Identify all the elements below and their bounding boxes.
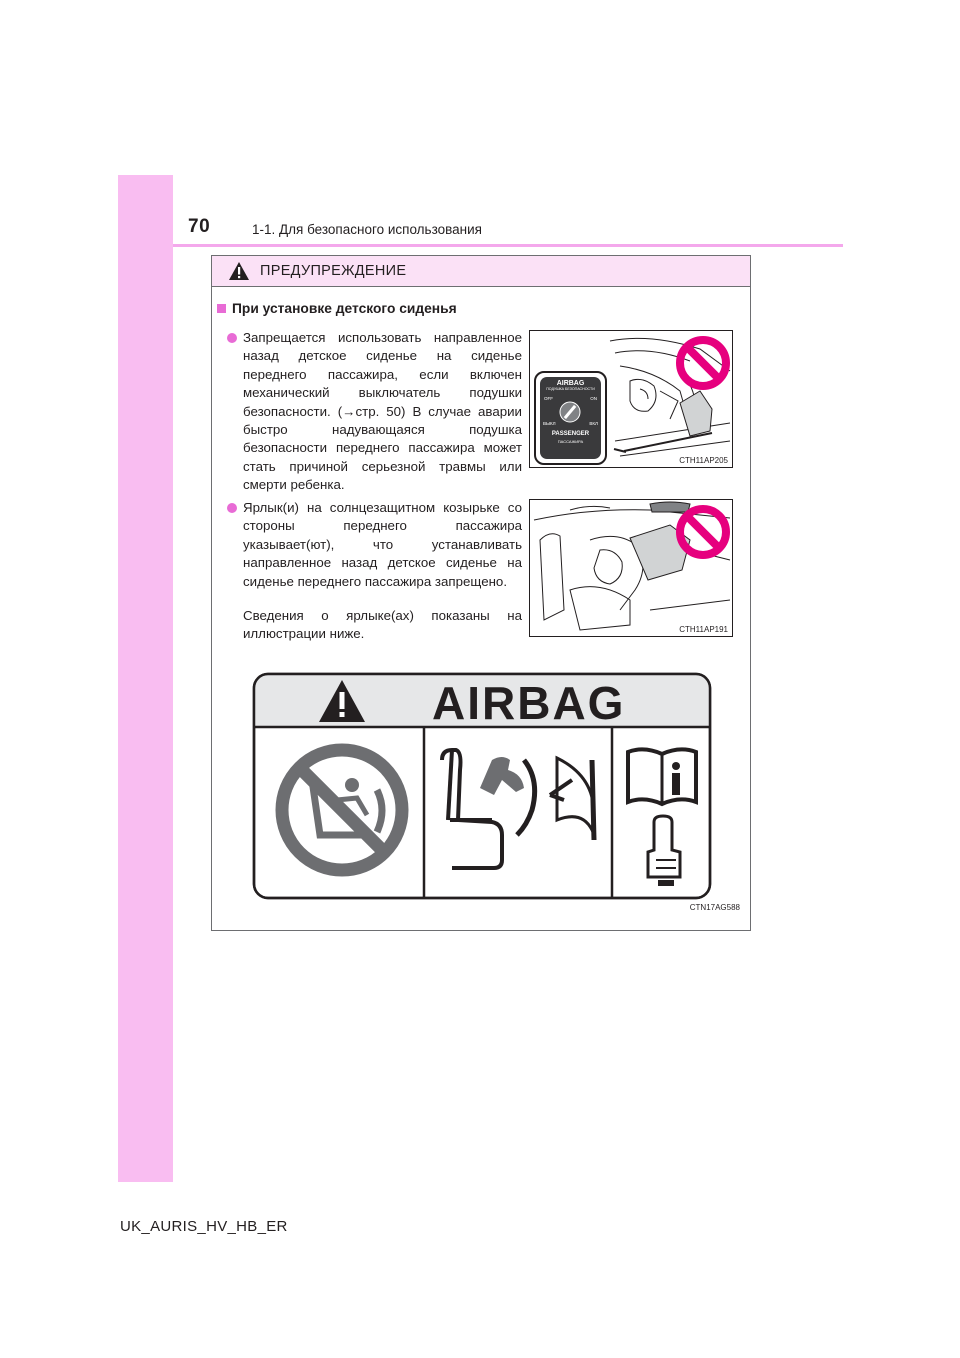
switch-on-label: ON — [590, 396, 597, 401]
prohibition-icon — [675, 335, 731, 391]
list-item — [227, 329, 522, 495]
switch-passenger-label: PASSENGER — [551, 431, 590, 437]
bullet-icon — [227, 503, 237, 513]
warning-header — [212, 256, 750, 287]
switch-off-label: OFF — [544, 396, 553, 401]
section-title: 1-1. Для безопасного использования — [252, 222, 482, 237]
list-item-text: Ярлык(и) на солнцезащитном козырьке со стороны переднего пассажира указывает(ют), что устанавливать направленное назад детское сиденье на сиденье переднего пассажира запрещено. — [243, 500, 522, 589]
airbag-deploy-icon — [432, 740, 604, 880]
side-band — [118, 175, 173, 1182]
switch-callout — [534, 371, 607, 465]
subheading-text: При установке детского сиденья — [232, 301, 457, 316]
warning-triangle-icon — [228, 261, 250, 281]
square-bullet-icon — [217, 304, 226, 313]
warning-box — [211, 255, 751, 931]
switch-panel — [540, 377, 601, 459]
switch-on-ru-label: ВКЛ — [589, 421, 598, 426]
prohibition-icon — [675, 504, 731, 560]
header-rule — [173, 244, 843, 247]
no-child-seat-icon — [272, 740, 412, 880]
switch-passenger-ru-label: ПАССАЖИРА — [557, 439, 584, 444]
figure-code: CTH11AP205 — [679, 456, 728, 465]
figure-code: CTN17AG588 — [689, 903, 740, 912]
warning-triangle-icon — [318, 679, 366, 723]
figure-airbag-switch — [529, 330, 733, 468]
switch-panel-subtitle: ПОДУШКА БЕЗОПАСНОСТИ — [546, 387, 595, 391]
subheading — [217, 301, 457, 316]
bullet-icon — [227, 333, 237, 343]
figure-code: CTH11AP191 — [679, 625, 728, 634]
manual-book-icon — [622, 742, 702, 892]
page-number: 70 — [188, 216, 211, 237]
switch-off-ru-label: ВЫКЛ — [543, 421, 556, 426]
note-text: Сведения о ярлыке(ах) показаны на иллюстрации ниже. — [243, 608, 522, 642]
list-item — [227, 499, 522, 591]
airbag-label-word: AIRBAG — [432, 677, 626, 729]
footer-code: UK_AURIS_HV_HB_ER — [120, 1218, 288, 1235]
airbag-warning-label — [252, 672, 712, 900]
warning-title: ПРЕДУПРЕЖДЕНИЕ — [260, 263, 407, 279]
figure-sun-visor — [529, 499, 733, 637]
key-switch-icon — [559, 401, 581, 423]
switch-panel-title: AIRBAG — [556, 380, 585, 387]
list-item-text: Запрещается использовать направленное назад детское сиденье на сиденье переднего пассажира, если включен механический выключатель подушки безопасности. (→стр. 50) В случае аварии быстро надувающаяся подушка безопасности переднего пассажира может стать причиной серьезной травмы или смерти ребенка. — [243, 330, 522, 493]
